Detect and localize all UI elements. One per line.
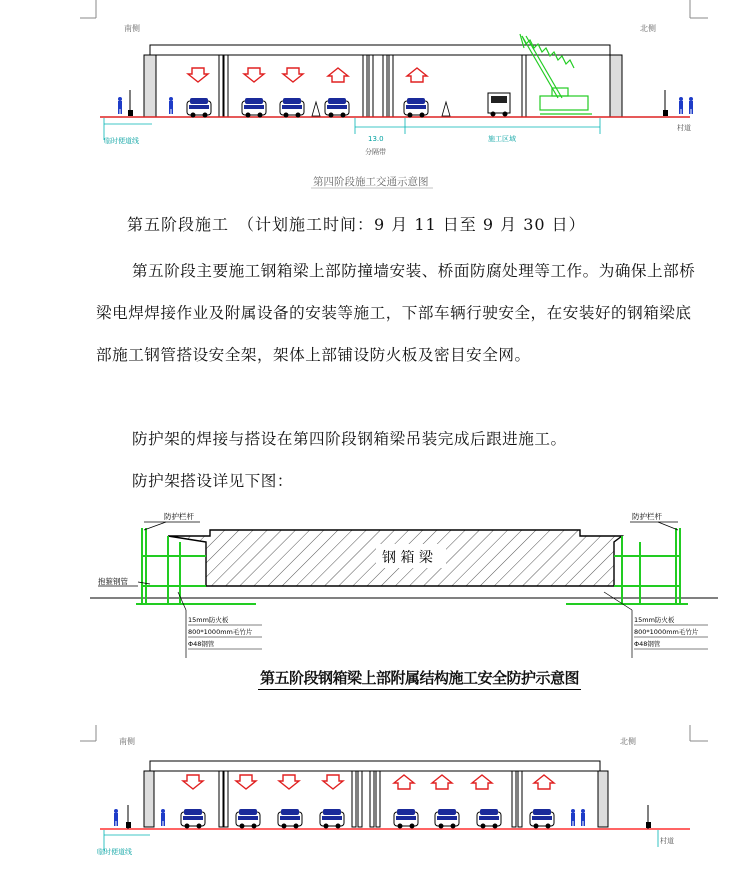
pedestrian bbox=[581, 809, 585, 826]
pedestrian bbox=[169, 97, 173, 114]
left-spec-line: 15mm防火板 bbox=[188, 616, 229, 624]
arrow-down bbox=[183, 775, 203, 789]
pedestrian bbox=[118, 97, 122, 114]
paragraph-2: 防护架的焊接与搭设在第四阶段钢箱梁吊装完成后跟进施工。 bbox=[132, 430, 567, 448]
right-spec-line: 15mm防火板 bbox=[634, 616, 675, 624]
cone bbox=[312, 102, 320, 116]
arrow-down bbox=[188, 68, 208, 82]
north-abutment bbox=[598, 771, 608, 827]
south-abutment bbox=[144, 55, 156, 117]
arrow-up bbox=[394, 775, 414, 789]
vehicles bbox=[187, 93, 510, 118]
left-spec-list bbox=[188, 615, 262, 649]
paragraph-3: 防护架搭设详见下图： bbox=[132, 472, 293, 490]
car bbox=[242, 98, 266, 118]
car bbox=[477, 809, 501, 829]
left-spec-line: Φ48钢管 bbox=[188, 640, 215, 648]
right-rail-label: 防护栏杆 bbox=[632, 512, 662, 521]
arrow-up bbox=[534, 775, 554, 789]
bridge-deck bbox=[150, 761, 600, 771]
north-side-label: 北侧 bbox=[640, 24, 656, 33]
car bbox=[278, 809, 302, 829]
section-heading: 第五阶段施工 （计划施工时间：9 月 11 日至 9 月 30 日） bbox=[127, 215, 586, 234]
village-road-label: 村道 bbox=[677, 124, 691, 132]
car bbox=[394, 809, 418, 829]
south-side-label: 南侧 bbox=[119, 737, 135, 746]
car bbox=[236, 809, 260, 829]
arrow-up bbox=[472, 775, 492, 789]
car bbox=[325, 98, 349, 118]
cone bbox=[442, 102, 450, 116]
dimension-guides bbox=[104, 830, 658, 851]
construction-zone-label: 施工区域 bbox=[488, 135, 516, 143]
arrow-down bbox=[279, 775, 299, 789]
arrow-up bbox=[407, 68, 427, 82]
pedestrian bbox=[114, 809, 118, 826]
stage4-caption: 第四阶段施工交通示意图 bbox=[313, 176, 429, 188]
arrow-down bbox=[236, 775, 256, 789]
stage5-traffic-diagram bbox=[0, 725, 750, 870]
arrow-down bbox=[323, 775, 343, 789]
stage4-traffic-diagram bbox=[0, 0, 750, 200]
temp-road-label: 临时便道线 bbox=[104, 137, 139, 145]
vehicles bbox=[181, 809, 554, 829]
pedestrian bbox=[689, 97, 693, 114]
pedestrian bbox=[161, 809, 165, 826]
median-label: 分隔带 bbox=[365, 148, 386, 156]
south-abutment bbox=[144, 771, 154, 827]
paragraph-1: 第五阶段主要施工钢箱梁上部防撞墙安装、桥面防腐处理等工作。为确保上部桥梁电焊焊接作业及附属设备的安装等施工，下部车辆行驶安全，在安装好的钢箱梁底部施工钢管搭设安全架，架体上部铺设防火板及密目安全网。 bbox=[96, 262, 696, 364]
car bbox=[181, 809, 205, 829]
car bbox=[187, 98, 211, 118]
right-spec-list bbox=[634, 615, 708, 649]
traffic-arrows bbox=[183, 775, 554, 789]
pedestrian bbox=[679, 97, 683, 114]
right-spec-line: 800*1000mm毛竹片 bbox=[634, 628, 699, 636]
dimension-guides bbox=[104, 118, 600, 140]
north-abutment bbox=[610, 55, 622, 117]
arrow-down bbox=[244, 68, 264, 82]
south-side-label: 南侧 bbox=[124, 24, 140, 33]
car bbox=[435, 809, 459, 829]
stage5-frame-caption: 第五阶段钢箱梁上部附属结构施工安全防护示意图 bbox=[258, 667, 581, 690]
temp-road-label: 临时便道线 bbox=[97, 848, 132, 856]
girder-label: 钢 箱 梁 bbox=[382, 550, 433, 566]
left-spec-line: 800*1000mm毛竹片 bbox=[188, 628, 253, 636]
car bbox=[280, 98, 304, 118]
arrow-down bbox=[283, 68, 303, 82]
left-rail-label: 防护栏杆 bbox=[164, 512, 194, 521]
village-road-label: 村道 bbox=[660, 837, 674, 845]
anchor-pipe-label: 抱箍钢管 bbox=[98, 577, 128, 586]
north-side-label: 北侧 bbox=[620, 737, 636, 746]
car bbox=[404, 98, 428, 118]
car bbox=[530, 809, 554, 829]
truck bbox=[488, 93, 510, 117]
right-spec-line: Φ48钢管 bbox=[634, 640, 661, 648]
car bbox=[320, 809, 344, 829]
arrow-up bbox=[328, 68, 348, 82]
dimension-label: 13.0 bbox=[368, 135, 384, 143]
arrow-up bbox=[432, 775, 452, 789]
pedestrian bbox=[571, 809, 575, 826]
